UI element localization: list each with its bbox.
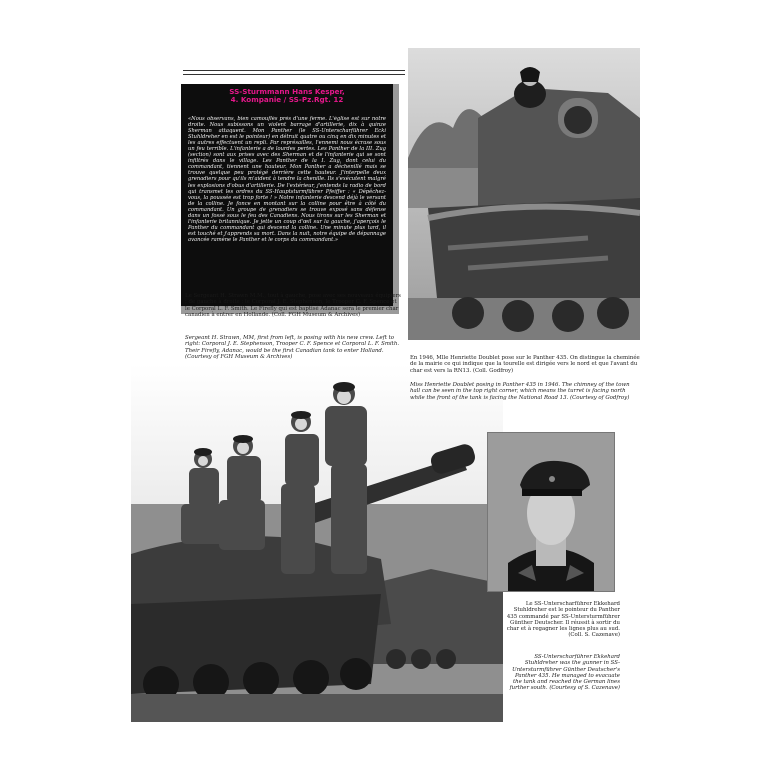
- quote-title-line1: SS-Sturmmann Hans Kesper,: [229, 87, 345, 96]
- panther-photo: [408, 48, 640, 340]
- sherman-firefly-photo: [131, 364, 503, 722]
- portrait-caption-en: SS-Unterscharführer Ekkehard Stuhldreher was the gunner in SS-Untersturmführer Günther Deutscher's Panther 435. He managed to evacuate the tank and reached the German lines further south. (Courtesy of S. Cazenave): [509, 654, 620, 692]
- panther-caption-en: Miss Henriette Doublet posing in Panther 435 in 1946. The chimney of the town hall can be seen in the top right corner, which means the turret is facing north while the front of the tank is facing the National Road 13. (Courtesy of Godfroy): [410, 382, 630, 401]
- quote-box: [181, 84, 399, 314]
- quote-text: «Nous observans, bien camouflés près d'une ferme. L'église est sur notre droite. Nous subissons un violent barrage d'artillerie, dix à quinze Sherman attaquent. Mon Panther (le SS-Unterscharführer Ecki Stuhldreher en est le pointeur) en détruit quatre ou cinq en dix minutes et les autres effectuent un repli. Par représailles, l'ennemi nous écrase sous un feu terrible. L'infanterie a de lourdes pertes. Les Panther de la III. Zug (section) sont aux prises avec des Sherman et de l'infanterie qui se sont infiltrés dans le village. Les Panther de la I. Zug, dont celui du commandant, tiennent une hauteur. Mon Panther a déchenillé mais se trouve quelque peu protégé derrière cette hauteur. J'interpelle deux grenadiers pour qu'ils m'aident à tendre la chenille. Ils s'exécutent malgré les explosions d'obus d'artillerie. De l'extérieur, j'entends la radio de bord qui transmet les ordres du SS-Hauptsturmführer Pfeiffer : « Dépêchez-vous, la poussée est trop forte ! » Notre infanterie descend déjà le versant de la colline. Je fonce en montant sur la colline pour être à côté du commandant. Un groupe de grenadiers se trouve exposé sans défense dans un fossé sous le feu des Canadiens. Nous tirons sur les Sherman et l'infanterie britannique. Je jette un coup d'œil sur la gauche, j'aperçois le Panther du commandant qui descend la colline. Une minute plus tard, il est touché et j'apprends sa mort. Dans la nuit, notre équipe de dépannage avancée ramène le Panther et le corps du commandant.»: [188, 116, 386, 243]
- portrait-caption-fr: Le SS-Unterscharführer Ekkehard Stuhldreher est le pointeur du Panther 435 commandé par SS-Untersturmführer Günther Deutscher. Il réussit à sortir du char et à regagner les lignes plus au sud. (Coll. S. Cazenave): [506, 601, 620, 639]
- sherman-caption-en: Sergeant H. Strawn, MM, first from left, is posing with his new crew. Left to right: Corporal J. E. Stephenson, Trooper C. F. Spence et Corporal L. F. Smith. Their Firefly, Adanac, would be the first Canadian tank to enter Holland. (Courtesy of FGH Museum & Archives): [185, 335, 400, 360]
- quote-title: [187, 88, 387, 112]
- panther-caption-fr: En 1946, Mlle Henriette Doublet pose sur le Panther 435. On distingue la cheminée de la mairie ce qui indique que la tourelle est dirigée vers le nord et que l'avant du char est vers la RN13. (Coll. Godfroy): [410, 355, 640, 374]
- header-rule-top: [183, 70, 405, 71]
- header-rule-bottom: [183, 74, 405, 75]
- stuhldreher-portrait-photo: [487, 432, 615, 592]
- quote-title-line2: 4. Kompanie / SS-Pz.Rgt. 12: [230, 95, 344, 104]
- sherman-caption-fr: Le Sergeant H. Strawn M.M., tout à gauche, pose avec ses nouveaux équipiers ; de gauche à droite : le Corporal J. E. Stephenson, le Trooper C. F. Spence et le Corporal L. F. Smith. Le Firefly qui est baptisé Adanac sera le premier char canadien à entrer en Hollande. (Coll. FGH Museum & Archives): [185, 293, 401, 318]
- quote-box-inner: [181, 84, 393, 306]
